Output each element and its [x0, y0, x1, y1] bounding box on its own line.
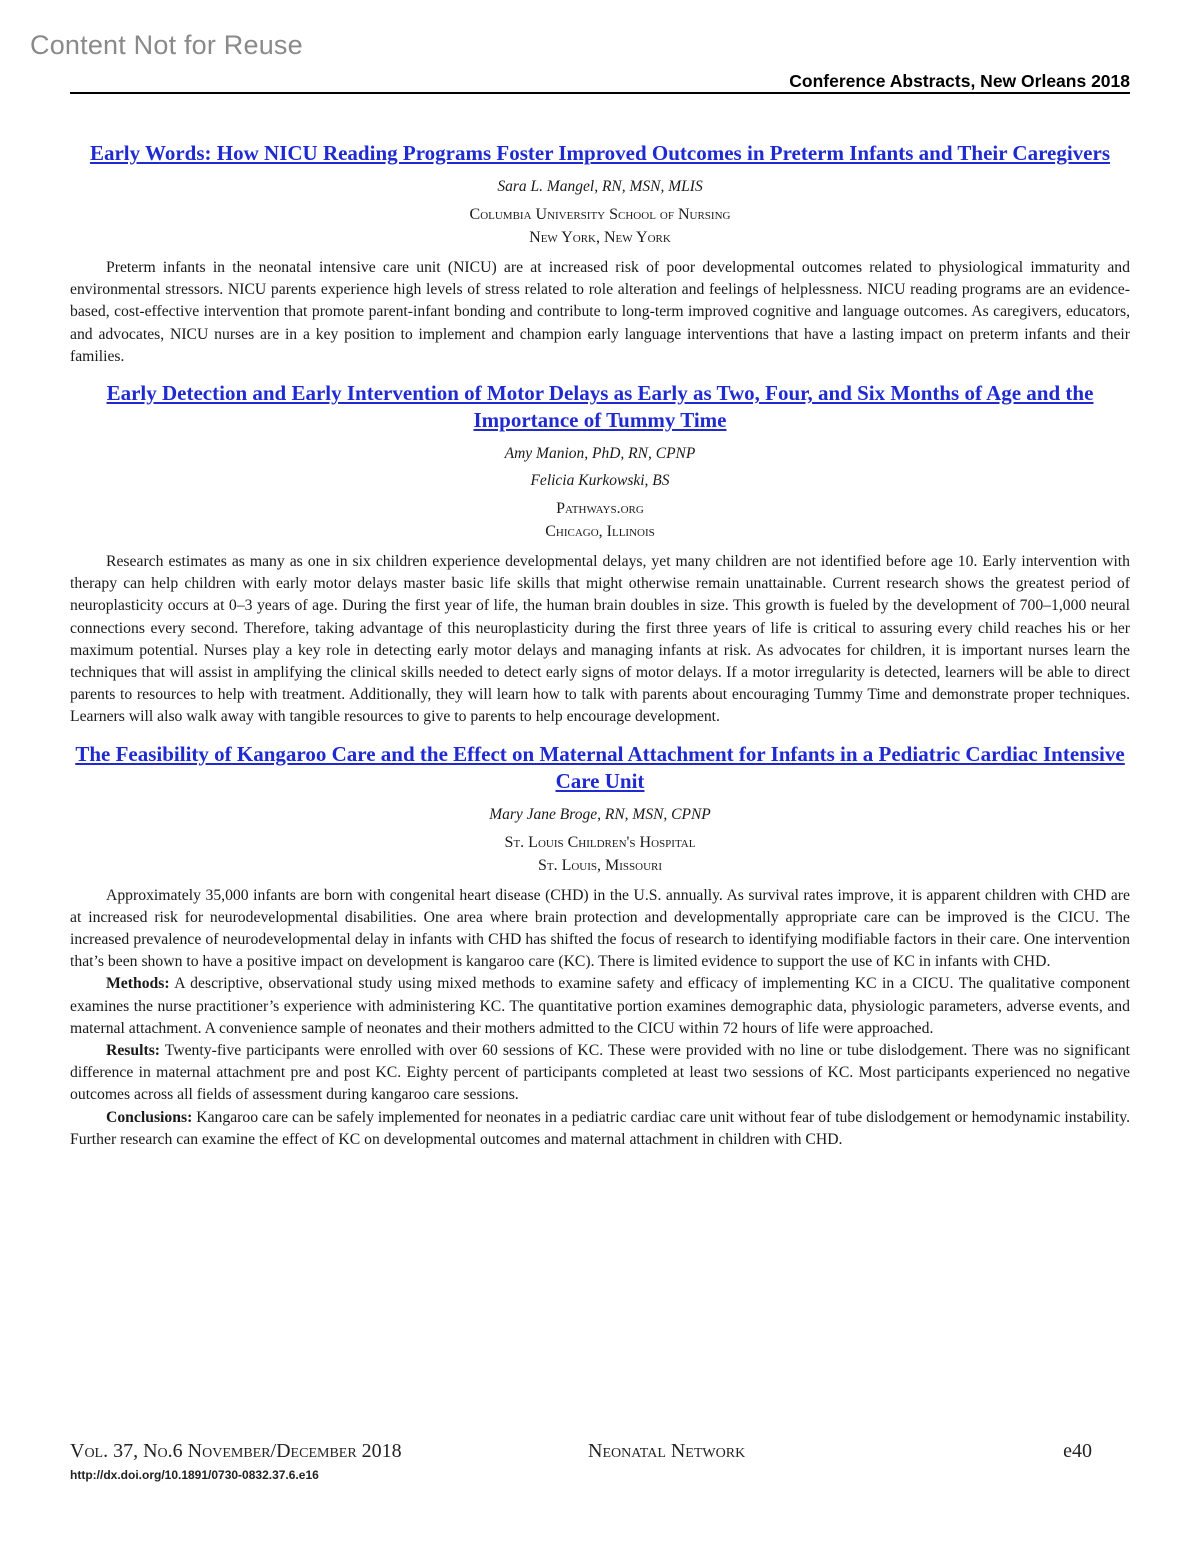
running-head: Conference Abstracts, New Orleans 2018: [789, 71, 1130, 91]
abstract-title-link[interactable]: Early Detection and Early Intervention of Motor Delays as Early as Two, Four, and Six Months of Age and the Importance of Tummy Time: [106, 381, 1094, 433]
affiliation-institution: St. Louis Children's Hospital: [504, 833, 696, 851]
abstract-3: [70, 741, 1130, 1151]
affiliation: [70, 497, 1130, 543]
header-rule: [70, 92, 1130, 94]
affiliation-institution: Columbia University School of Nursing: [469, 206, 731, 223]
author-name: Mary Jane Broge, RN, MSN, CPNP: [489, 805, 711, 823]
abstract-paragraph-conclusions: [70, 1107, 1130, 1151]
abstract-paragraph-background: [70, 885, 1130, 974]
footer-page-number: e40: [1063, 1440, 1092, 1462]
paragraph-text: A descriptive, observational study using mixed methods to examine safety and efficacy of implementing KC in a CICU. The qualitative component examines the nurse practitioner’s experience with administering KC. The quantitative portion examines demographic data, physiologic parameters, adverse events, and maternal attachment. A convenience sample of neonates and their mothers admitted to the CICU within 72 hours of life were approached.: [70, 975, 1130, 1037]
paragraph-text: Approximately 35,000 infants are born with congenital heart disease (CHD) in the U.S. annually. As survival rates improve, it is apparent children with CHD are at increased risk for neurodevelopmental disabilities. One area where brain protection and developmentally appropriate care can be improved is the CICU. The increased prevalence of neurodevelopmental delay in infants with CHD has shifted the focus of research to identifying modifiable factors in their care. One intervention that’s been shown to have a positive impact on development is kangaroo care (KC). There is limited evidence to support the use of KC in infants with CHD.: [70, 886, 1130, 971]
paragraph-lead: Conclusions:: [106, 1108, 193, 1126]
author-list: [70, 440, 1130, 494]
affiliation-location: St. Louis, Missouri: [537, 856, 663, 874]
abstract-paragraph: [70, 551, 1130, 729]
footer-doi-link[interactable]: http://dx.doi.org/10.1891/0730-0832.37.6.e16: [70, 1468, 319, 1482]
footer-journal-name: Neonatal Network: [588, 1440, 746, 1462]
abstract-paragraph: [70, 257, 1130, 368]
paragraph-text: Research estimates as many as one in six children experience developmental delays, yet many children are not identified before age 10. Early intervention with therapy can help children with early motor delays master basic life skills that might otherwise remain unattainable. Current research shows the greatest period of neuroplasticity occurs at 0–3 years of age. During the first year of life, the human brain doubles in size. This growth is fueled by the development of 700–1,000 neural connections every second. Therefore, taking advantage of this neuroplasticity during the first three years of life is critical to assuring every child reaches his or her maximum potential. Nurses play a key role in detecting early motor delays and managing infants at risk. As advocates for children, it is important nurses learn the techniques that will assist in amplifying the clinical skills needed to detect early signs of motor delays. If a motor irregularity is detected, learners will be able to direct parents to resources to help with treatment. Additionally, they will learn how to talk with parents about encouraging Tummy Time and demonstrate proper techniques. Learners will also walk away with tangible resources to give to parents to help encourage development.: [70, 553, 1130, 726]
abstract-title[interactable]: [70, 741, 1130, 795]
affiliation: [70, 831, 1130, 877]
abstract-2: [70, 380, 1130, 729]
affiliation-institution: Pathways.org: [556, 500, 644, 518]
abstract-title-link[interactable]: Early Words: How NICU Reading Programs Foster Improved Outcomes in Preterm Infants and Their Caregivers: [89, 141, 1110, 165]
author-name: Sara L. Mangel, RN, MSN, MLIS: [497, 178, 703, 195]
paragraph-lead: Methods:: [106, 975, 170, 993]
paragraph-text: Twenty-five participants were enrolled with over 60 sessions of KC. These were provided with no line or tube dislodgement. There was no significant difference in maternal attachment pre and post KC. Eighty percent of participants completed at least two sessions of KC. Most participants experienced no negative outcomes across all fields of assessment during kangaroo care sessions.: [70, 1042, 1130, 1104]
affiliation: [70, 203, 1130, 249]
footer-volume: Vol. 37, No.6 November/December 2018: [70, 1440, 402, 1462]
abstract-body: [70, 257, 1130, 368]
abstract-title[interactable]: [70, 380, 1130, 434]
affiliation-location: Chicago, Illinois: [545, 523, 655, 541]
abstract-title[interactable]: [70, 140, 1130, 167]
abstract-title-link[interactable]: The Feasibility of Kangaroo Care and the Effect on Maternal Attachment for Infants in a Pediatric Cardiac Intensive Care Unit: [75, 741, 1125, 793]
paragraph-text: Kangaroo care can be safely implemented for neonates in a pediatric cardiac care unit without fear of tube dislodgement or hemodynamic instability. Further research can examine the effect of KC on developmental outcomes and maternal attachment in children with CHD.: [70, 1108, 1131, 1148]
paragraph-text: Preterm infants in the neonatal intensive care unit (NICU) are at increased risk of poor developmental outcomes related to physiological immaturity and environmental stressors. NICU parents experience high levels of stress related to role alteration and feelings of helplessness. NICU reading programs are an evidence-based, cost-effective intervention that promote parent-infant bonding and contribute to long-term improved cognitive and language outcomes. As caregivers, educators, and advocates, NICU nurses are in a key position to implement and champion early language interventions that have a lasting impact on preterm infants and their families.: [70, 259, 1130, 365]
abstracts-container: [70, 140, 1130, 1151]
author-name: Felicia Kurkowski, BS: [530, 472, 670, 490]
abstract-paragraph-methods: [70, 973, 1130, 1040]
paragraph-lead: Results:: [106, 1042, 161, 1060]
author-name: Amy Manion, PhD, RN, CPNP: [504, 445, 696, 463]
affiliation-location: New York, New York: [529, 229, 671, 246]
watermark: Content Not for Reuse: [30, 30, 303, 60]
abstract-body: [70, 885, 1130, 1151]
abstract-paragraph-results: [70, 1040, 1130, 1107]
author-list: [70, 801, 1130, 828]
abstract-1: [70, 140, 1130, 368]
abstract-body: [70, 551, 1130, 729]
author-list: [70, 173, 1130, 200]
